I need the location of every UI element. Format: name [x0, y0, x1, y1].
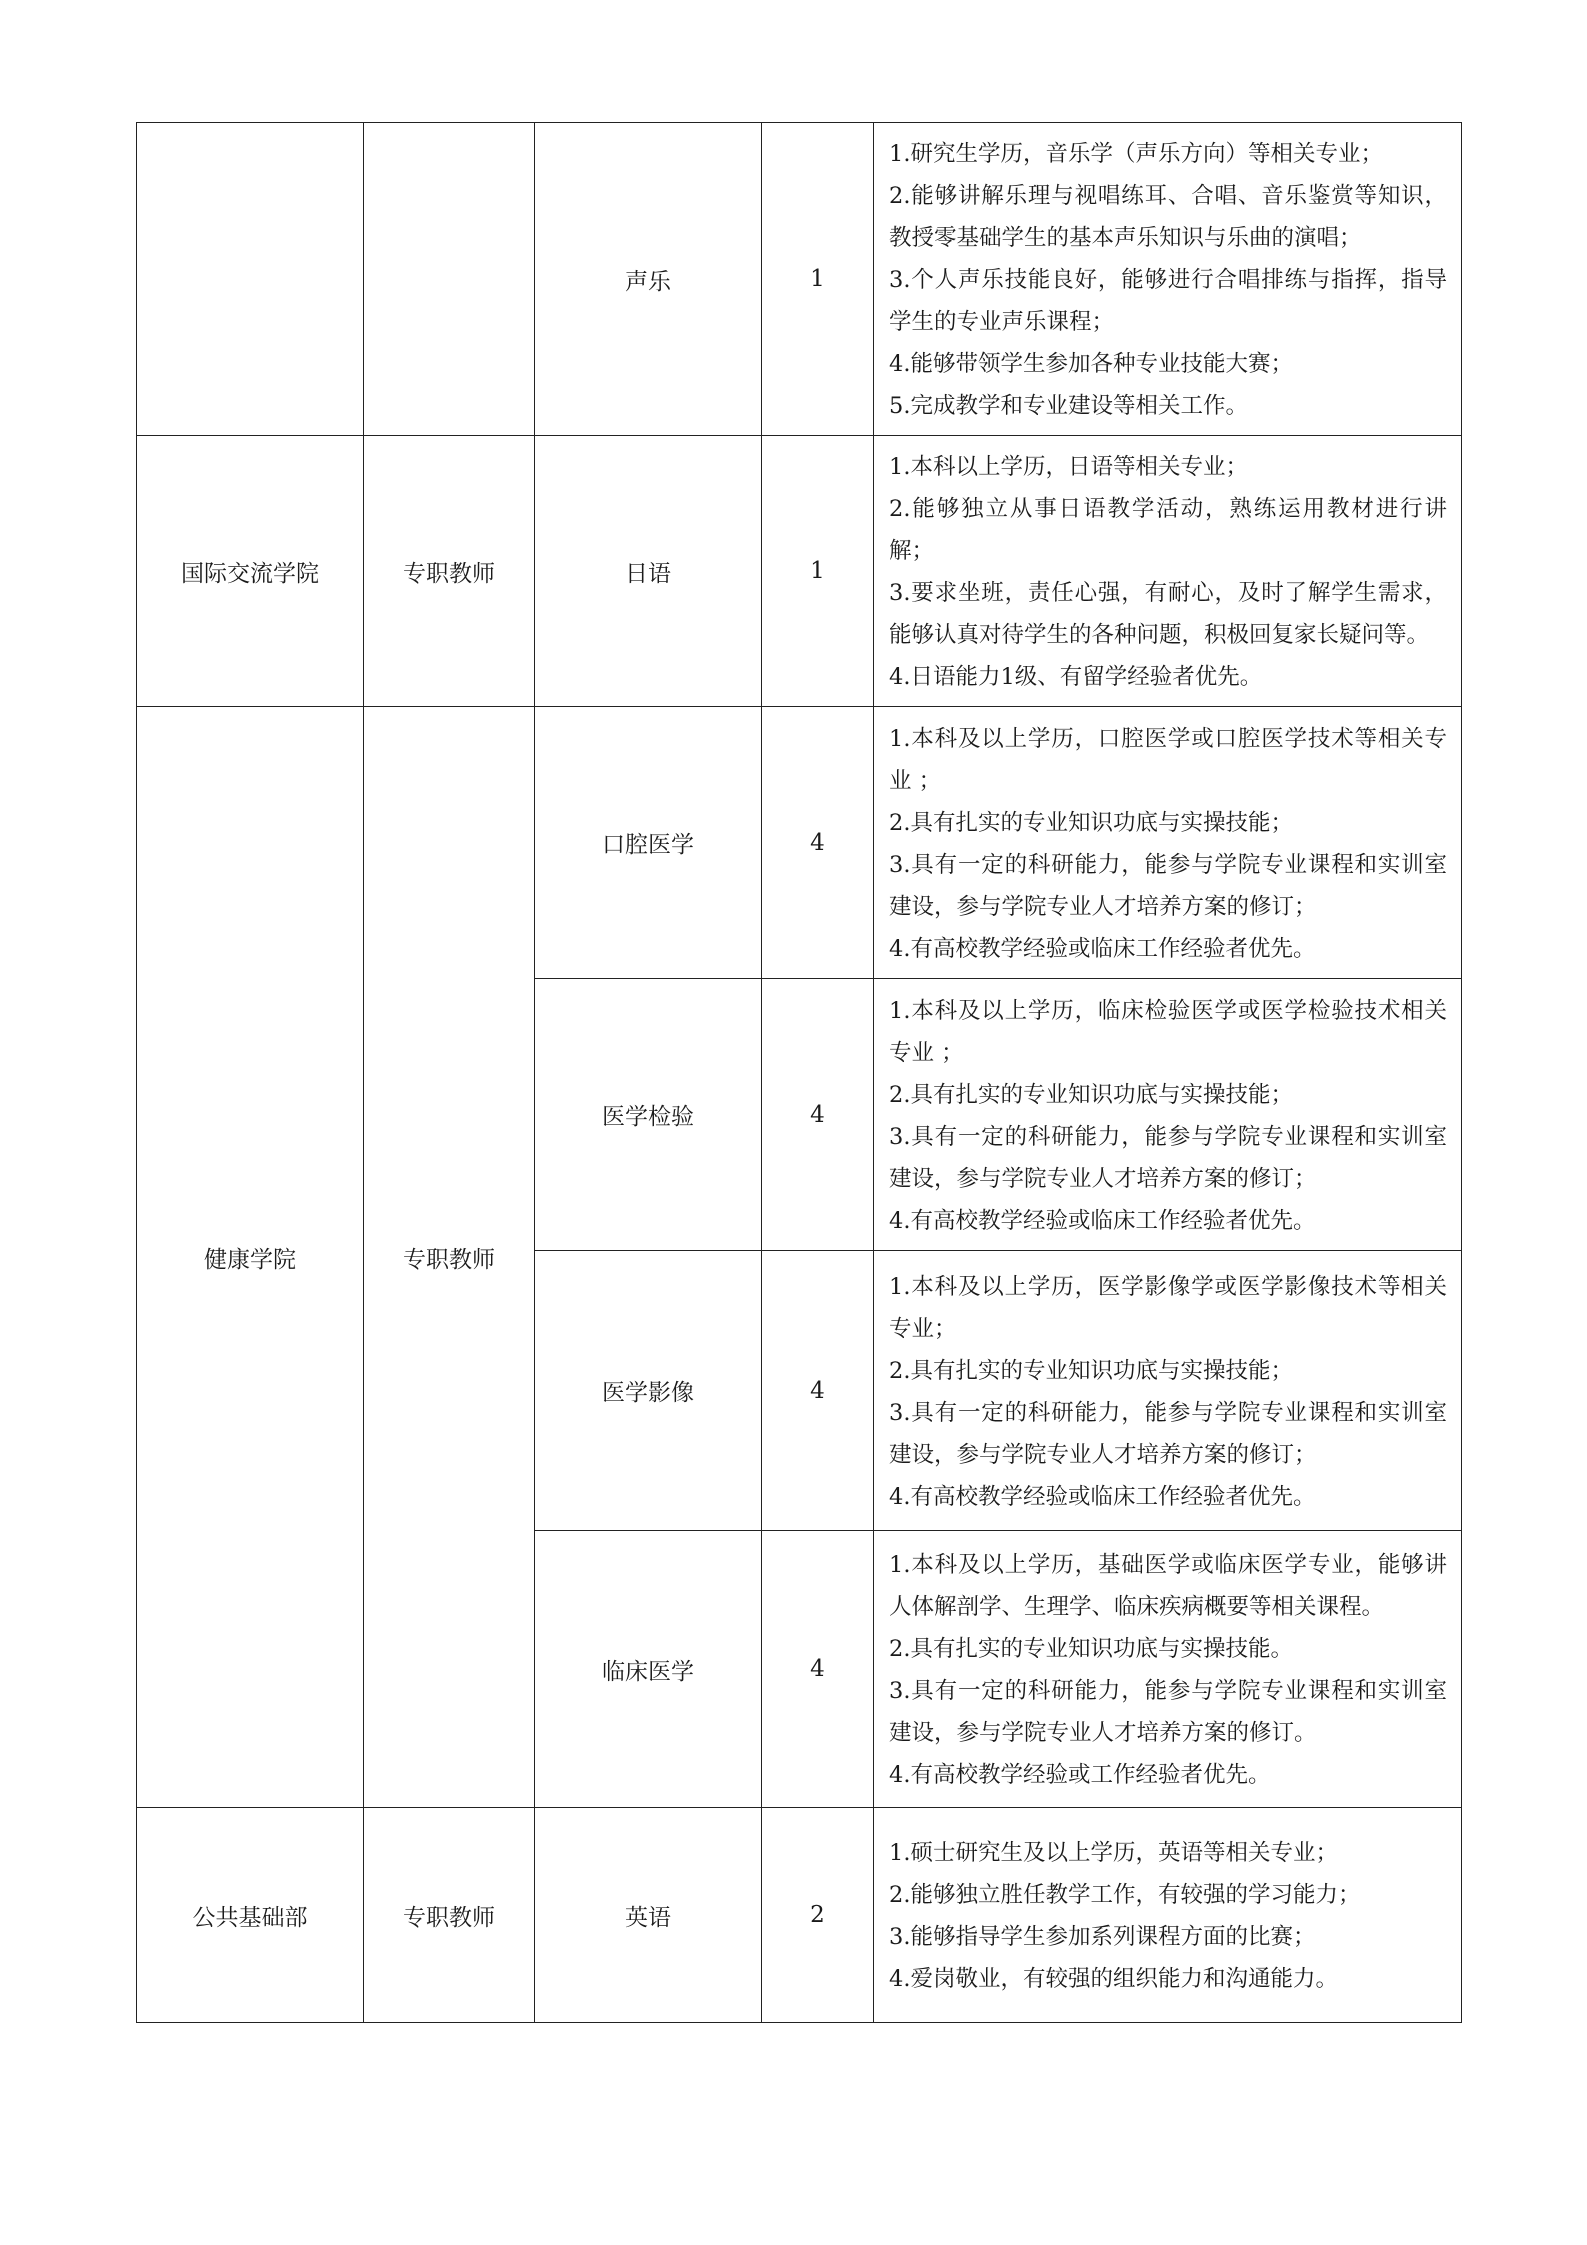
requirement-line: 3.要求坐班，责任心强，有耐心，及时了解学生需求，能够认真对待学生的各种问题，积极回复家长疑问等。	[889, 580, 1447, 648]
unit-cell: 健康学院	[137, 707, 364, 1808]
table-row	[137, 707, 1462, 979]
position-cell	[364, 123, 535, 436]
position-cell: 专职教师	[364, 1808, 535, 2023]
requirement-line: 2.具有扎实的专业知识功底与实操技能；	[889, 1081, 1293, 1108]
requirement-line: 2.具有扎实的专业知识功底与实操技能；	[889, 1357, 1293, 1384]
requirement-line: 2.能够独立从事日语教学活动，熟练运用教材进行讲解；	[889, 496, 1447, 564]
requirements-cell	[874, 1808, 1462, 2023]
discipline-cell: 医学检验	[535, 979, 762, 1251]
requirement-line: 4.有高校教学经验或工作经验者优先。	[889, 1762, 1271, 1788]
requirement-line: 3.具有一定的科研能力，能参与学院专业课程和实训室建设，参与学院专业人才培养方案的修订；	[889, 851, 1447, 920]
requirement-line: 3.具有一定的科研能力，能参与学院专业课程和实训室建设，参与学院专业人才培养方案的修订；	[889, 1399, 1447, 1468]
position-cell: 专职教师	[364, 436, 535, 707]
table-row	[137, 1808, 1462, 2023]
count-cell: 4	[762, 1531, 874, 1808]
requirement-line: 2.能够独立胜任教学工作，有较强的学习能力；	[889, 1882, 1361, 1908]
requirement-line: 4.日语能力1级、有留学经验者优先。	[889, 664, 1263, 690]
requirement-line: 3.能够指导学生参加系列课程方面的比赛；	[889, 1924, 1316, 1950]
unit-cell: 国际交流学院	[137, 436, 364, 707]
requirement-line: 4.爱岗敬业，有较强的组织能力和沟通能力。	[889, 1966, 1338, 1992]
table-row	[137, 436, 1462, 707]
requirement-line: 1.研究生学历，音乐学（声乐方向）等相关专业；	[889, 141, 1383, 167]
requirement-line: 2.能够讲解乐理与视唱练耳、合唱、音乐鉴赏等知识，教授零基础学生的基本声乐知识与乐曲的演唱；	[889, 183, 1447, 251]
count-cell: 4	[762, 979, 874, 1251]
requirement-line: 1.本科及以上学历，医学影像学或医学影像技术等相关专业；	[889, 1273, 1447, 1342]
requirement-line: 5.完成教学和专业建设等相关工作。	[889, 393, 1248, 419]
count-cell: 2	[762, 1808, 874, 2023]
requirement-line: 3.个人声乐技能良好，能够进行合唱排练与指挥，指导学生的专业声乐课程；	[889, 267, 1447, 335]
unit-cell	[137, 123, 364, 436]
count-cell: 1	[762, 123, 874, 436]
count-cell: 4	[762, 707, 874, 979]
requirement-line: 3.具有一定的科研能力，能参与学院专业课程和实训室建设，参与学院专业人才培养方案的修订。	[889, 1678, 1447, 1746]
discipline-cell: 声乐	[535, 123, 762, 436]
position-cell: 专职教师	[364, 707, 535, 1808]
unit-cell: 公共基础部	[137, 1808, 364, 2023]
discipline-cell: 临床医学	[535, 1531, 762, 1808]
count-cell: 4	[762, 1251, 874, 1531]
requirements-cell	[874, 979, 1462, 1251]
requirement-line: 3.具有一定的科研能力，能参与学院专业课程和实训室建设，参与学院专业人才培养方案的修订；	[889, 1123, 1447, 1192]
discipline-cell: 口腔医学	[535, 707, 762, 979]
requirement-line: 4.有高校教学经验或临床工作经验者优先。	[889, 935, 1316, 962]
requirements-cell	[874, 436, 1462, 707]
requirement-line: 2.具有扎实的专业知识功底与实操技能；	[889, 809, 1293, 836]
recruitment-table	[136, 122, 1462, 2023]
requirement-line: 1.本科以上学历，日语等相关专业；	[889, 454, 1248, 480]
table-row	[137, 123, 1462, 436]
requirements-cell	[874, 1251, 1462, 1531]
requirement-line: 4.有高校教学经验或临床工作经验者优先。	[889, 1483, 1316, 1510]
requirements-cell	[874, 123, 1462, 436]
requirement-line: 4.能够带领学生参加各种专业技能大赛；	[889, 351, 1293, 377]
requirements-cell	[874, 707, 1462, 979]
requirement-line: 1.本科及以上学历，临床检验医学或医学检验技术相关专业 ；	[889, 997, 1447, 1066]
requirements-cell	[874, 1531, 1462, 1808]
requirement-line: 4.有高校教学经验或临床工作经验者优先。	[889, 1207, 1316, 1234]
discipline-cell: 日语	[535, 436, 762, 707]
requirement-line: 1.本科及以上学历，口腔医学或口腔医学技术等相关专业 ；	[889, 725, 1447, 794]
requirement-line: 1.硕士研究生及以上学历，英语等相关专业；	[889, 1840, 1338, 1866]
discipline-cell: 医学影像	[535, 1251, 762, 1531]
requirement-line: 2.具有扎实的专业知识功底与实操技能。	[889, 1636, 1293, 1662]
discipline-cell: 英语	[535, 1808, 762, 2023]
requirement-line: 1.本科及以上学历，基础医学或临床医学专业，能够讲人体解剖学、生理学、临床疾病概要等相关课程。	[889, 1552, 1447, 1620]
count-cell: 1	[762, 436, 874, 707]
